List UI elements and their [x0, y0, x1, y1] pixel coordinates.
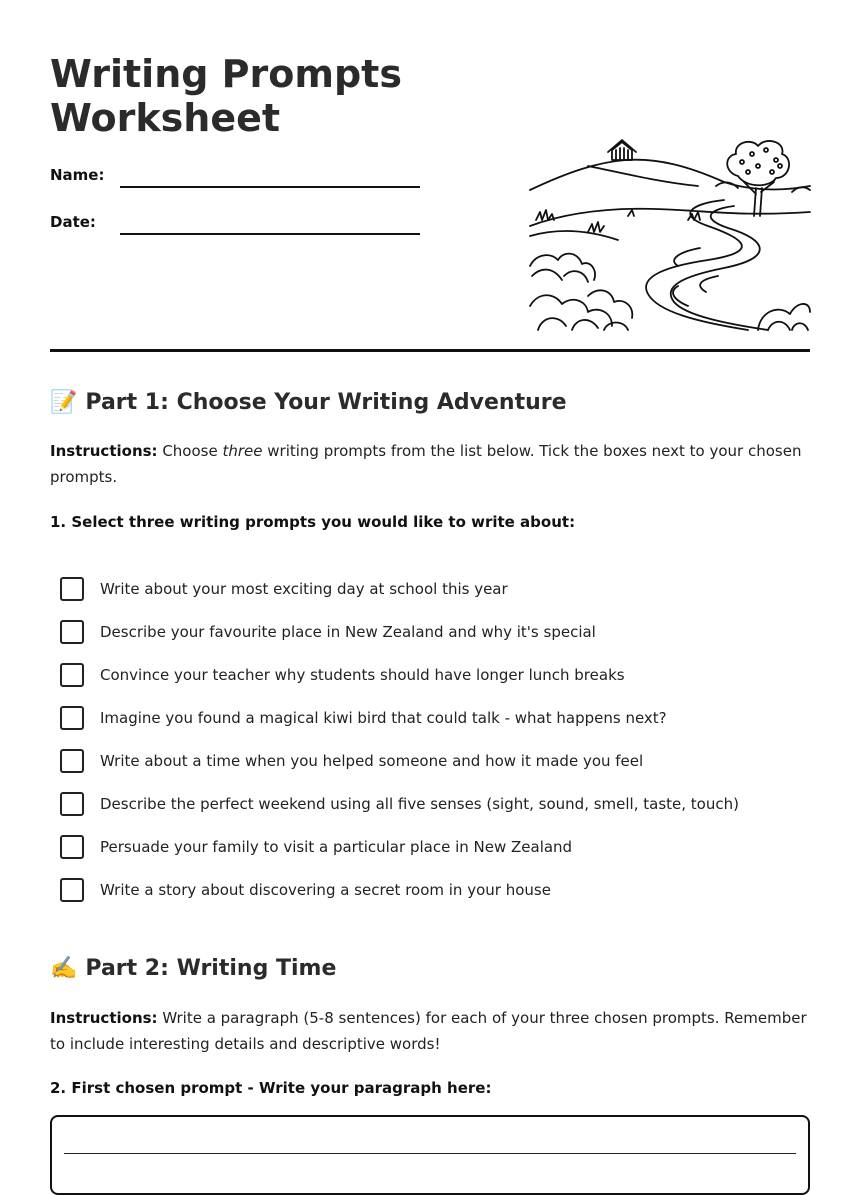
prompt-checkbox[interactable] [60, 706, 84, 730]
prompt-option[interactable] [60, 705, 667, 731]
part2-heading-text: Part 2: Writing Time [85, 956, 337, 981]
part2-heading [50, 956, 336, 981]
prompt-option[interactable] [60, 748, 643, 774]
date-line[interactable] [120, 233, 420, 235]
prompt-checkbox[interactable] [60, 577, 84, 601]
part1-heading-text: Part 1: Choose Your Writing Adventure [85, 390, 567, 415]
prompt-option[interactable] [60, 877, 551, 903]
answer-line[interactable] [64, 1153, 796, 1154]
title-line-2: Worksheet [50, 96, 281, 140]
prompt-label: Persuade your family to visit a particular place in New Zealand [100, 838, 573, 856]
part2-instructions [50, 1005, 810, 1057]
prompt-checkbox[interactable] [60, 878, 84, 902]
date-field[interactable] [50, 213, 430, 243]
prompt-option[interactable] [60, 834, 572, 860]
part1-heading [50, 390, 567, 415]
prompt-checkbox[interactable] [60, 792, 84, 816]
name-line[interactable] [120, 186, 420, 188]
part1-question: 1. Select three writing prompts you would like to write about: [50, 513, 576, 531]
writing-hand-icon: ✍️ [50, 955, 78, 981]
prompt-option[interactable] [60, 662, 625, 688]
prompt-option[interactable] [60, 791, 739, 817]
prompt-checkbox[interactable] [60, 749, 84, 773]
prompt-label: Convince your teacher why students should have longer lunch breaks [100, 666, 625, 684]
prompt-label: Write a story about discovering a secret room in your house [100, 881, 551, 899]
name-label: Name: [50, 166, 105, 184]
prompt-checkbox[interactable] [60, 620, 84, 644]
paragraph-answer-box[interactable] [50, 1115, 810, 1195]
prompt-checkbox[interactable] [60, 663, 84, 687]
page-title [50, 52, 490, 140]
part2-instructions-label: Instructions: [50, 1009, 158, 1027]
prompt-label: Describe the perfect weekend using all five senses (sight, sound, smell, taste, touch) [100, 795, 739, 813]
part1-instructions-label: Instructions: [50, 442, 158, 460]
prompt-option[interactable] [60, 576, 508, 602]
part1-instructions-post: writing prompts from the list below. Tick the boxes next to your chosen prompts. [50, 442, 802, 486]
part1-instructions [50, 438, 810, 490]
prompt-label: Imagine you found a magical kiwi bird that could talk - what happens next? [100, 709, 667, 727]
prompt-label: Describe your favourite place in New Zealand and why it's special [100, 623, 596, 641]
part1-instructions-pre: Choose [157, 442, 223, 460]
prompt-label: Write about a time when you helped someone and how it made you feel [100, 752, 644, 770]
prompt-checkbox[interactable] [60, 835, 84, 859]
memo-icon: 📝 [50, 389, 78, 415]
name-field[interactable] [50, 166, 430, 196]
landscape-illustration [528, 136, 812, 332]
part1-instructions-emphasis: three [222, 442, 263, 460]
date-label: Date: [50, 213, 96, 231]
prompt-option[interactable] [60, 619, 596, 645]
part2-question: 2. First chosen prompt - Write your paragraph here: [50, 1079, 492, 1097]
header-divider [50, 349, 810, 352]
title-line-1: Writing Prompts [50, 52, 402, 96]
prompt-label: Write about your most exciting day at school this year [100, 580, 508, 598]
part2-instructions-text: Write a paragraph (5-8 sentences) for each of your three chosen prompts. Remember to include interesting details and descriptive words! [50, 1009, 807, 1053]
